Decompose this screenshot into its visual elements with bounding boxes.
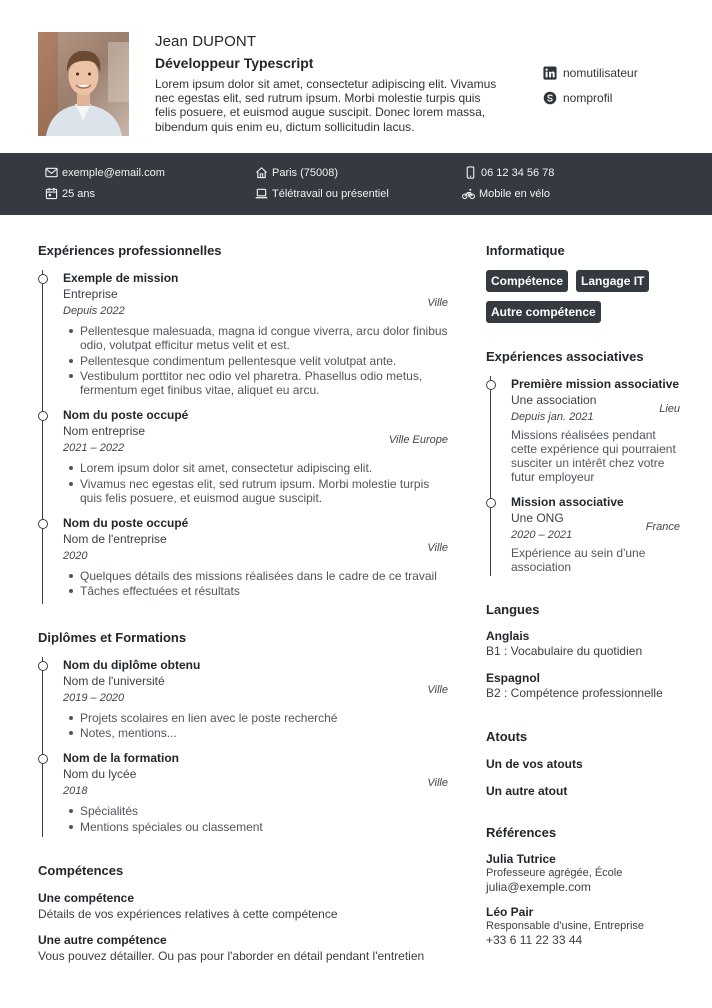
experience-company: Nom entreprise bbox=[63, 424, 146, 438]
experience-bullets bbox=[63, 569, 448, 599]
bullet-item: Pellentesque malesuada, magna id congue viverra, arcu dolor finibus odio, volutpat efficitur metus velit et est. bbox=[63, 324, 448, 352]
skill-tag: Compétence bbox=[486, 270, 568, 292]
education-meta bbox=[63, 683, 448, 706]
email-contact[interactable] bbox=[45, 166, 165, 179]
house-icon bbox=[255, 166, 268, 179]
experience-title: Nom du poste occupé bbox=[63, 408, 189, 422]
languages-heading: Langues bbox=[486, 602, 540, 617]
reference-item bbox=[486, 852, 686, 894]
education-meta bbox=[63, 777, 448, 799]
education-dates: 2019 – 2020 bbox=[63, 691, 125, 704]
education-title: Nom du diplôme obtenu bbox=[63, 657, 201, 672]
work-mode-text: Télétravail ou présentiel bbox=[272, 187, 389, 200]
skill-desc: Détails de vos expériences relatives à cette compétence bbox=[38, 907, 338, 921]
skype-link[interactable] bbox=[543, 91, 612, 105]
language-level: B2 : Compétence professionnelle bbox=[486, 686, 663, 700]
reference-name: Julia Tutrice bbox=[486, 852, 556, 866]
experience-dates: 2020 bbox=[63, 549, 88, 562]
experience-item bbox=[63, 515, 448, 604]
reference-item bbox=[486, 905, 686, 947]
envelope-icon bbox=[45, 166, 58, 179]
experience-item bbox=[63, 407, 448, 505]
job-title: Développeur Typescript bbox=[155, 55, 314, 71]
left-column bbox=[38, 240, 448, 964]
associative-dates: 2020 – 2021 bbox=[511, 529, 573, 541]
associative-org: Une ONG bbox=[511, 511, 564, 525]
age-text: 25 ans bbox=[62, 187, 96, 200]
reference-contact: +33 6 11 22 33 44 bbox=[486, 933, 583, 947]
skill-title: Une autre compétence bbox=[38, 933, 167, 947]
experience-meta bbox=[63, 434, 448, 456]
skype-username: nomprofil bbox=[563, 91, 613, 105]
skype-icon bbox=[543, 91, 557, 105]
email-text: exemple@email.com bbox=[62, 166, 165, 179]
associative-meta bbox=[511, 521, 680, 543]
education-heading: Diplômes et Formations bbox=[38, 629, 187, 645]
right-column bbox=[486, 240, 686, 947]
mobility-info bbox=[462, 187, 550, 200]
skill-desc: Vous pouvez détailler. Ou pas pour l'aborder en détail pendant l'entretien bbox=[38, 949, 425, 963]
contact-bar bbox=[0, 153, 712, 215]
experiences-heading: Expériences professionnelles bbox=[38, 243, 222, 258]
education-school: Nom de l'université bbox=[63, 673, 165, 688]
education-bullets bbox=[63, 804, 448, 834]
education-timeline bbox=[42, 657, 448, 838]
bicycle-icon bbox=[462, 187, 475, 200]
skill-item bbox=[38, 932, 448, 964]
associative-meta bbox=[511, 403, 680, 425]
experience-item bbox=[63, 270, 448, 397]
asset-item: Un de vos atouts bbox=[486, 757, 583, 771]
candidate-name: Jean DUPONT bbox=[155, 33, 257, 50]
education-title: Nom de la formation bbox=[63, 751, 180, 765]
phone-icon bbox=[464, 166, 477, 179]
associative-title: Première mission associative bbox=[511, 377, 680, 391]
bullet-item: Tâches effectuées et résultats bbox=[63, 584, 448, 598]
experience-title: Nom du poste occupé bbox=[63, 515, 189, 530]
bullet-item: Mentions spéciales ou classement bbox=[63, 820, 448, 834]
experience-bullets bbox=[63, 324, 448, 397]
associative-location: France bbox=[645, 521, 680, 533]
profile-summary: Lorem ipsum dolor sit amet, consectetur adipiscing elit. Vivamus nec egestas elit, sed rutrum ipsum. Morbi molestie turpis quis felis posuere, et euismod augue suscipit. Donec lorem massa, bibendum quis enim eu, dictum sollicitudin lacus. bbox=[155, 77, 497, 134]
associative-desc: Expérience au sein d'une association bbox=[511, 546, 646, 574]
education-location: Ville bbox=[427, 683, 448, 696]
skill-tag: Langage IT bbox=[576, 270, 649, 292]
associative-title: Mission associative bbox=[511, 495, 624, 509]
associative-location: Lieu bbox=[659, 403, 680, 415]
linkedin-username: nomutilisateur bbox=[563, 66, 638, 80]
experience-location: Ville bbox=[427, 297, 448, 309]
references-heading: Références bbox=[486, 825, 557, 840]
bullet-item: Vivamus nec egestas elit, sed rutrum ipsum. Morbi molestie turpis quis felis posuere, et euismod augue suscipit. bbox=[63, 477, 448, 505]
mobility-text: Mobile en vélo bbox=[479, 187, 550, 200]
language-name: Espagnol bbox=[486, 671, 541, 685]
associative-item bbox=[511, 494, 680, 576]
bullet-item: Lorem ipsum dolor sit amet, consectetur adipiscing elit. bbox=[63, 461, 448, 475]
bullet-item: Notes, mentions... bbox=[63, 726, 448, 740]
laptop-icon bbox=[255, 187, 268, 200]
reference-name: Léo Pair bbox=[486, 905, 534, 919]
bullet-item: Spécialités bbox=[63, 804, 448, 818]
bullet-item: Projets scolaires en lien avec le poste recherché bbox=[63, 711, 448, 725]
phone-text: 06 12 34 56 78 bbox=[481, 166, 555, 179]
work-mode-info bbox=[255, 187, 389, 200]
bullet-item: Quelques détails des missions réalisées dans le cadre de ce travail bbox=[63, 569, 448, 583]
language-level: B1 : Vocabulaire du quotidien bbox=[486, 644, 643, 658]
education-location: Ville bbox=[427, 777, 448, 789]
education-bullets bbox=[63, 711, 448, 741]
experience-company: Entreprise bbox=[63, 287, 118, 301]
experience-meta bbox=[63, 297, 448, 319]
experience-location: Ville Europe bbox=[388, 434, 448, 446]
reference-position: Professeure agrégée, École bbox=[486, 867, 623, 879]
education-item bbox=[63, 657, 448, 741]
experience-title: Exemple de mission bbox=[63, 271, 179, 285]
education-school: Nom du lycée bbox=[63, 767, 137, 781]
asset-item: Un autre atout bbox=[486, 784, 568, 798]
it-tags bbox=[486, 270, 666, 323]
calendar-icon bbox=[45, 187, 58, 200]
experience-meta bbox=[63, 541, 448, 564]
experience-dates: Depuis 2022 bbox=[63, 305, 125, 317]
reference-contact: julia@exemple.com bbox=[486, 880, 591, 894]
experience-location: Ville bbox=[427, 541, 448, 554]
associative-timeline bbox=[490, 376, 680, 576]
assets-heading: Atouts bbox=[486, 729, 528, 744]
address-contact bbox=[255, 166, 338, 179]
education-dates: 2018 bbox=[63, 785, 88, 797]
age-info bbox=[45, 187, 95, 200]
skills-heading: Compétences bbox=[38, 863, 124, 878]
skill-item bbox=[38, 890, 448, 922]
associative-heading: Expériences associatives bbox=[486, 349, 644, 364]
phone-contact[interactable] bbox=[464, 166, 554, 179]
associative-item bbox=[511, 376, 680, 484]
language-item bbox=[486, 671, 686, 701]
profile-photo-image bbox=[38, 32, 129, 136]
linkedin-icon bbox=[543, 66, 557, 80]
reference-position: Responsable d'usine, Entreprise bbox=[486, 920, 645, 932]
it-heading: Informatique bbox=[486, 243, 565, 258]
experience-company: Nom de l'entreprise bbox=[63, 531, 167, 546]
language-name: Anglais bbox=[486, 629, 530, 643]
cv-header bbox=[0, 0, 712, 153]
experience-dates: 2021 – 2022 bbox=[63, 442, 125, 454]
skill-tag: Autre compétence bbox=[486, 301, 601, 323]
experience-bullets bbox=[63, 461, 448, 505]
language-item bbox=[486, 629, 686, 659]
education-item bbox=[63, 750, 448, 837]
experiences-timeline bbox=[42, 270, 448, 604]
associative-dates: Depuis jan. 2021 bbox=[511, 411, 594, 423]
address-text: Paris (75008) bbox=[272, 166, 339, 179]
bullet-item: Vestibulum porttitor nec odio vel pharetra. Phasellus odio metus, fermentum eget finibus vitae, aliquet eu arcu. bbox=[63, 369, 448, 397]
linkedin-link[interactable] bbox=[543, 66, 638, 80]
skill-title: Une compétence bbox=[38, 891, 135, 905]
bullet-item: Pellentesque condimentum pellentesque velit volutpat ante. bbox=[63, 354, 448, 368]
profile-photo bbox=[38, 32, 129, 136]
associative-desc: Missions réalisées pendant cette expérience qui pourraient susciter un intérêt chez votre futur employeur bbox=[511, 428, 676, 484]
associative-org: Une association bbox=[511, 393, 597, 407]
